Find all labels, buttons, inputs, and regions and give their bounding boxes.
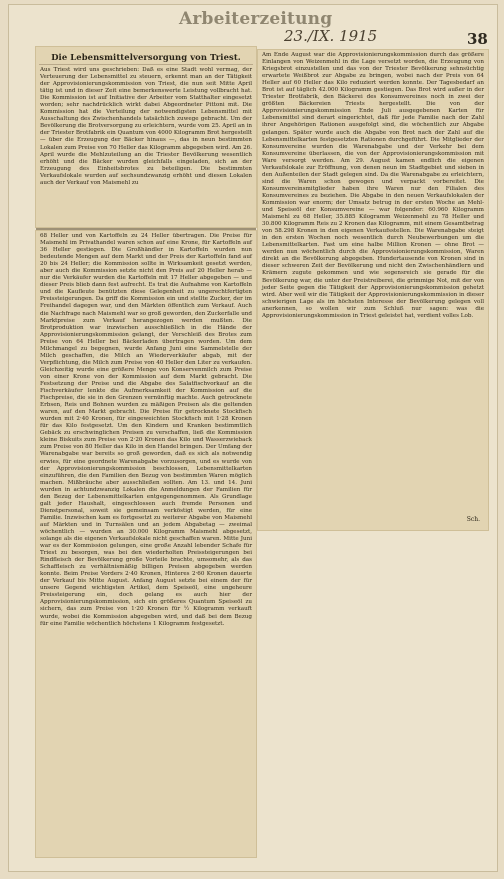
article-title: Die Lebensmittelversorgung von Triest. bbox=[39, 47, 253, 65]
newspaper-masthead: Arbeiterzeitung bbox=[179, 9, 333, 29]
article-text-col2: Am Ende August war die Approvisionierungskommission durch das größere Einlangen von Weizenmehl in die Lage versetzt worden, die Erzeugung von Kriegsbrot einzustellen und das von der Triester Bevölkerung sehnsüchtig erwartete Weißbrot zur Abgabe zu bringen, wobei nach der Preis von 64 Heller auf 60 Heller das Kilo reduziert werden konnte. Der Tagesbedarf an Brot ist auf täglich 42.000 Kilogramm gestiegen. Das Brot wird außer in der Triester Brotfabrik, den Bäckerei des Konsumvereines noch in zwei der größten Bäckereien Triests hergestellt. Die von der Approvisionierungskommission Ende Juli ausgegebenen Karten für Lebensmittel sind derart eingerichtet, daß für jede Familie nach der Zahl ihrer Angehörigen Rationen ausgefolgt sind, die wöchentlich zur Abgabe gelangen. Später wurde auch die Abgabe von Brot nach der Zahl auf die Lebensmittelkarten festgesetzten Rationen durchgeführt. Die Mitglieder der Konsumvereine wurden die Warenabgabe und der Verkehr bei dem Konsumvereine überlassen, die von der Approvisionierungskommission mit Ware versorgt werden. Am 29. August kamen endlich die eigenen Verkaufslokale zur Eröffnung, von denen neun im Stadtgebiet und sieben in den Außenteilen der Stadt gelegen sind. Da die Warenabgabe zu erleichtern, sind die Waren schon gewogen und verpackt vorbereitet. Die Konsumvereinsmitglieder haben ihre Waren nur den Filialen des Konsumvereines zu beziehen. Die Abgabe in den neuen Verkaufslokalen der Kommission war enorm; der Umsatz betrug in der ersten Woche an Mehl- und Speiseöl der Konsumvereine — war folgender: 60.960 Kilogramm Maismehl zu 68 Heller, 35.885 Kilogramm Weizenmehl zu 78 Heller und 30.800 Kilogramm Reis zu 2 Kronen das Kilogramm, mit einem Gesamtbetrag von 58.298 Kronen in den eigenen Verkaufsstellen. Die Warenabgabe steigt in den ersten Wochen noch wesentlich durch Neubewerbungen um die Lebensmittelkarten. Fast um eine halbe Million Kronen — ohne Brot — werden nun wöchentlich durch die Approvisionierungskommission, Waren direkt an die Bevölkerung abgegeben. Hundertausende von Kronen sind in dieser schweren Zeit der Bevölkerung und nicht den Zwischenhändlern und Krämern zugute gekommen und wie segensreich sie gerade für die Bevölkerung war, die unter der Preistreiberei, die grimmige Not, mit der von jeder Seite gegen die Tätigkeit der Approvisionierungskommission gehetzt wird. Aber weil wir die Tätigkeit der Approvisionierungskommission in dieser schwierigen Lage als im höchsten Interesse der Bevölkerung gelegen voll anerkennen, so wollen wir zum Schluß nur sagen: was die Approvisionierungskommission in Triest geleistet hat, verdient volles Lob. bbox=[262, 52, 484, 319]
article-text-col1-bottom: 68 Heller und von Kartoffeln zu 24 Heller übertragen. Die Preise für Maismehl im Privathandel waren schon auf eine Krone, für Kartoffeln auf 36 Heller gestiegen. Die Großhändler in Kartoffeln wurden nun bedeutende Mengen auf dem Markt und der Preis der Kartoffeln fand auf 20 bis 24 Heller; die Kommission sollte in Wirksamkeit gesetzt werden, aber auch die Kommission setzte nicht den Preis auf 20 Heller herab — nur die Verkäufer wurden die Kartoffeln mit 17 Heller abgegeben — und dieser Preis blieb dann fest aufrecht. Es trat die Aufnahme von Kartoffeln und die Kaufleute benützten diese Gelegenheit zu ungerechtfertigten Preissteigerungen. Da griff die Kommission ein und stellte Zucker, der im Freihandel dagegen war, und den Märkten öffentlich zum Verkauf. Auch die Nachfrage nach Maismehl war so groß geworden, den Zuckerfalle und Marktpreise zum Verkauf herangezogen werden mußten. Die Brotproduktion war inzwischen ausschließlich in die Hände der Approvisionierungskommission gelangt, der Verschleiß des Brotes zum Preise von 64 Heller bei Bäckerladen übertragen worden. Um dem Milchmangel zu begegnen, wurde Anfang Juni eine Sammelstelle der Milch geschaffen, die Milch an Wiederverkäufer abgab, mit der Verpflichtung, die Milch zum Preise von 40 Heller den Liter zu verkaufen. Gleichzeitig wurde eine größere Menge von Konservenmilch zum Preise von einer Krone von der Kommission auf dem Markt gebracht. Die Festsetzung der Preise und die Abgabe des Salatfischvorkauf an die Fischverkäufer lenkte die Aufmerksamkeit der Kommission auf die Fischpreise, die sie in den Grenzen vernünftig machte. Auch getrocknete Erbsen, Reis und Bohnen wurden zu mäßigen Preisen als die geltenden waren, auf den Markt gebracht. Die Preise für getrocknete Stockfisch wurden mit 2·40 Kronen, für eingeweichten Stockfisch mit 1·28 Kronen für das Kilo festgesetzt. Um den Kindern und Kranken bestimmtlich Gebäck zu erschwinglichen Preisen zu verschaffen, ließ die Kommission kleine Biskuits zum Preise von 2·20 Kronen das Kilo und Wasserzwieback zum Preise von 80 Heller das Kilo in den Handel bringen. Der Umfang der Warenabgabe war bereits so groß geworden, daß es sich als notwendig erwies, für eine geordnete Warenabgabe vorzusorgen, und es wurde von der Approvisionierungskommission beschlossen, Lebensmittelkarten einzuführen, die den Familien den Bezug von bestimmten Waren möglich machen. Mißbräuche aber ausschließen sollten. Am 13. und 14. Juni wurden in achtundzwanzig Lokalen die Anmeldungen der Familien für den Bezug der Lebensmittelkarten entgegengenommen. Als Grundlage galt jeder Haushalt, eingeschlossen auch fremde Personen und Dienstpersonal, soweit sie gemeinsam verköstigt werden, für eine Familie. Inzwischen kam es fortgesetzt zu weiterer Abgabe von Maismehl auf Märkten und in Turnsälen und an jedem Abgabetag — zweimal wöchentlich — wurden an 30.000 Kilogramm Maismehl abgesetzt, solange als die eigenen Verkaufslokale nicht geschaffen waren. Mitte Juni war es der Kommission gelungen, eine große Anzahl lebender Schafe für Triest zu besorgen, was bei den wiederholten Preissteigerungen bei Rindfleisch der Bevölkerung große Vorteile brachte, umsomehr, als das Schaffleisch zu verhältnismäßig billigen Preisen abgegeben werden konnte. Beim Preise Vorders 2·40 Kronen, Hinteres 2·60 Kronen dauerte der Verkauf bis Mitte August. Anfang August setzte bei einem der für unsere Gegend wichtigsten Artikel, dem Speiseöl, eine ungeheure Preissteigerung ein, doch gelang es auch hier der Approvisionierungskommission, sich ein größeres Quantum Speiseöl zu sichern, das zum Preise von 1·20 Kronen für ½ Kilogramm verkauft wurde, wobei die Kommission abgegeben wird, und daß bei dem Bezug für eine Familie wöchentlich höchstens 1 Kilogramm festgesetzt. bbox=[40, 233, 252, 627]
page-number: 38 bbox=[467, 30, 488, 48]
clipping-column-1-top bbox=[36, 47, 256, 227]
article-signature: Sch. bbox=[466, 516, 480, 523]
clipping-column-1-bottom bbox=[36, 231, 256, 857]
article-text-col1-top: Aus Triest wird uns geschrieben: Daß es eine Stadt wohl vermag, der Verteuerung der Lebensmittel zu steuern, erkennt man an der Tätigkeit der Approvisionierungskommission von Triest, die nun seit Mitte April tätig ist und in dieser Zeit eine bemerkenswerte Leistung vollbracht hat. Die Kommission ist auf Initiative der Arbeiter vom Statthalter eingesetzt worden; sehr nachdrücklich wirkt dabei Abgeordneter Pittoni mit. Die Kommission hat die Verteilung der notwendigsten Lebensmittel mit Ausschaltung des Zwischenhandels tatsächlich zuwege gebracht. Um der Bevölkerung die Brotversorgung zu erleichtern, wurde vom 25. April an in der Triester Brotfabrik ein Quantum von 4000 Kilogramm Brot hergestellt — über die Erzeugung der Bäcker hinaus —, das in neun bestimmten Lokalen zum Preise von 70 Heller das Kilogramm abgegeben wird. Am 26. April wurde die Mehlzuteilung an die Triester Bevölkerung wesentlich erhöht und die Bäcker wurden gleichfalls eingeladen, sich an der Erzeugung des Einheitsbrotes zu beteiligen. Die bestimmten Verkaufslokale wurden auf sechsundzwanzig erhöht und diesen Lokalen auch der Verkauf von Maismehl zu bbox=[40, 67, 252, 186]
handwritten-date: 23./IX. 1915 bbox=[284, 27, 378, 45]
clipping-column-2 bbox=[258, 50, 488, 530]
clipping-divider bbox=[36, 228, 256, 230]
